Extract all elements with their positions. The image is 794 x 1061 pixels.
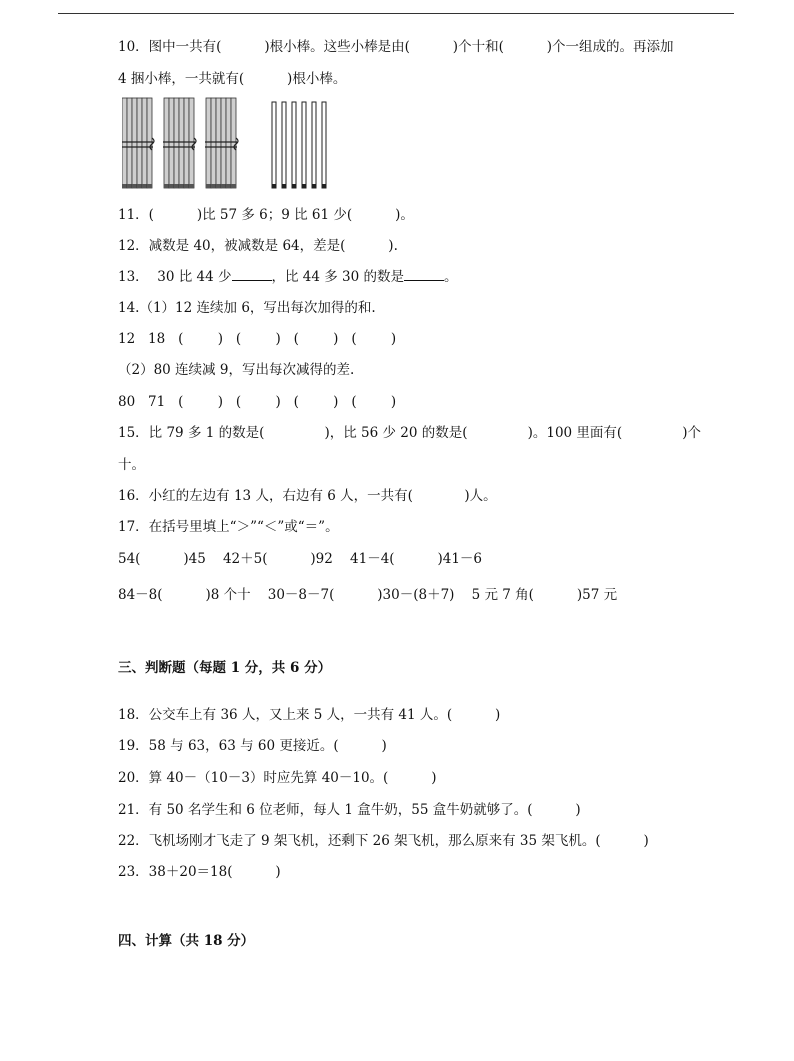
q10-line2: 4 捆小棒，一共就有( )根小棒。 [118, 71, 347, 87]
bundle-stick [132, 98, 137, 188]
q18: 18．公交车上有 36 人，又上来 5 人，一共有 41 人。( ) [118, 707, 501, 723]
q13: 13． 30 比 44 少 ，比 44 多 30 的数是 。 [118, 269, 458, 285]
q15-line2: 十。 [118, 457, 145, 473]
stick-end [122, 184, 127, 188]
bundle-stick [184, 98, 189, 188]
stick-end [221, 184, 226, 188]
stick-end [216, 184, 221, 188]
q14-part1-sequence: 12 18 ( ) ( ) ( ) ( ) [118, 331, 397, 347]
bundle-stick [211, 98, 216, 188]
loose-stick [312, 102, 316, 188]
q14-part2: （2）80 连续减 9，写出每次减得的差. [118, 362, 355, 378]
loose-stick [322, 102, 326, 188]
stick-end [211, 184, 216, 188]
stick-end [142, 184, 147, 188]
q17-title: 17．在括号里填上“＞”“＜”或“＝”。 [118, 519, 339, 535]
q10-line1: 10．图中一共有( )根小棒。这些小棒是由( )个十和( )个一组成的。再添加 [118, 39, 674, 55]
stick-bundle-2 [163, 98, 196, 188]
q14-part2-sequence: 80 71 ( ) ( ) ( ) ( ) [118, 394, 397, 410]
stick-end [206, 184, 211, 188]
stick-end [302, 184, 306, 188]
header-rule [58, 13, 734, 14]
stick-bundle-3 [205, 98, 238, 188]
stick-end [147, 184, 152, 188]
q16: 16．小红的左边有 13 人，右边有 6 人，一共有( )人。 [118, 488, 497, 504]
sticks-figure [122, 96, 342, 192]
q14-part1: 14.（1）12 连续加 6，写出每次加得的和. [118, 300, 376, 316]
q17-row1: 54( )45 42＋5( )92 41－4( )41－6 [118, 551, 483, 567]
q15-line1: 15．比 79 多 1 的数是( )，比 56 少 20 的数是( )。100 里面有( )个 [118, 425, 702, 441]
q13-blank-2[interactable] [404, 268, 444, 281]
bundle-stick [169, 98, 174, 188]
stick-end [164, 184, 169, 188]
q20: 20．算 40－（10－3）时应先算 40－10。( ) [118, 770, 437, 786]
stick-end [127, 184, 132, 188]
bundle-stick [206, 98, 211, 188]
stick-end [184, 184, 189, 188]
q17-row2: 84－8( )8 个十 30－8－7( )30－(8＋7) 5 元 7 角( )57 元 [118, 587, 618, 603]
q22: 22．飞机场刚才飞走了 9 架飞机，还剩下 26 架飞机，那么原来有 35 架飞机。( ) [118, 833, 649, 849]
section3-heading: 三、判断题（每题 1 分，共 6 分） [118, 660, 332, 676]
q11: 11．( )比 57 多 6；9 比 61 少( )。 [118, 207, 414, 223]
stick-end [137, 184, 142, 188]
bundle-stick [216, 98, 221, 188]
bundle-stick [226, 98, 231, 188]
stick-end [282, 184, 286, 188]
loose-sticks [272, 102, 326, 188]
bundle-stick [231, 98, 236, 188]
q21: 21．有 50 名学生和 6 位老师，每人 1 盒牛奶，55 盒牛奶就够了。( ) [118, 802, 581, 818]
stick-bundle-1 [122, 98, 154, 188]
bundle-stick [137, 98, 142, 188]
stick-end [231, 184, 236, 188]
stick-end [312, 184, 316, 188]
stick-end [226, 184, 231, 188]
bundle-stick [221, 98, 226, 188]
stick-end [174, 184, 179, 188]
q13-blank-1[interactable] [232, 268, 272, 281]
loose-stick [282, 102, 286, 188]
bundle-stick [127, 98, 132, 188]
section4-heading: 四、计算（共 18 分） [118, 933, 255, 949]
stick-bundles [122, 98, 238, 188]
q23: 23．38＋20＝18( ) [118, 864, 281, 880]
q19: 19．58 与 63，63 与 60 更接近。( ) [118, 738, 387, 754]
q12: 12．减数是 40，被减数是 64，差是( ). [118, 238, 398, 254]
bundle-stick [147, 98, 152, 188]
bundle-stick [174, 98, 179, 188]
bundle-stick [179, 98, 184, 188]
stick-end [189, 184, 194, 188]
bundle-stick [122, 98, 127, 188]
bundle-stick [164, 98, 169, 188]
loose-stick [302, 102, 306, 188]
loose-stick [292, 102, 296, 188]
loose-stick [272, 102, 276, 188]
stick-end [169, 184, 174, 188]
bundle-stick [189, 98, 194, 188]
stick-end [179, 184, 184, 188]
stick-end [132, 184, 137, 188]
bundle-stick [142, 98, 147, 188]
stick-end [322, 184, 326, 188]
stick-end [272, 184, 276, 188]
stick-end [292, 184, 296, 188]
